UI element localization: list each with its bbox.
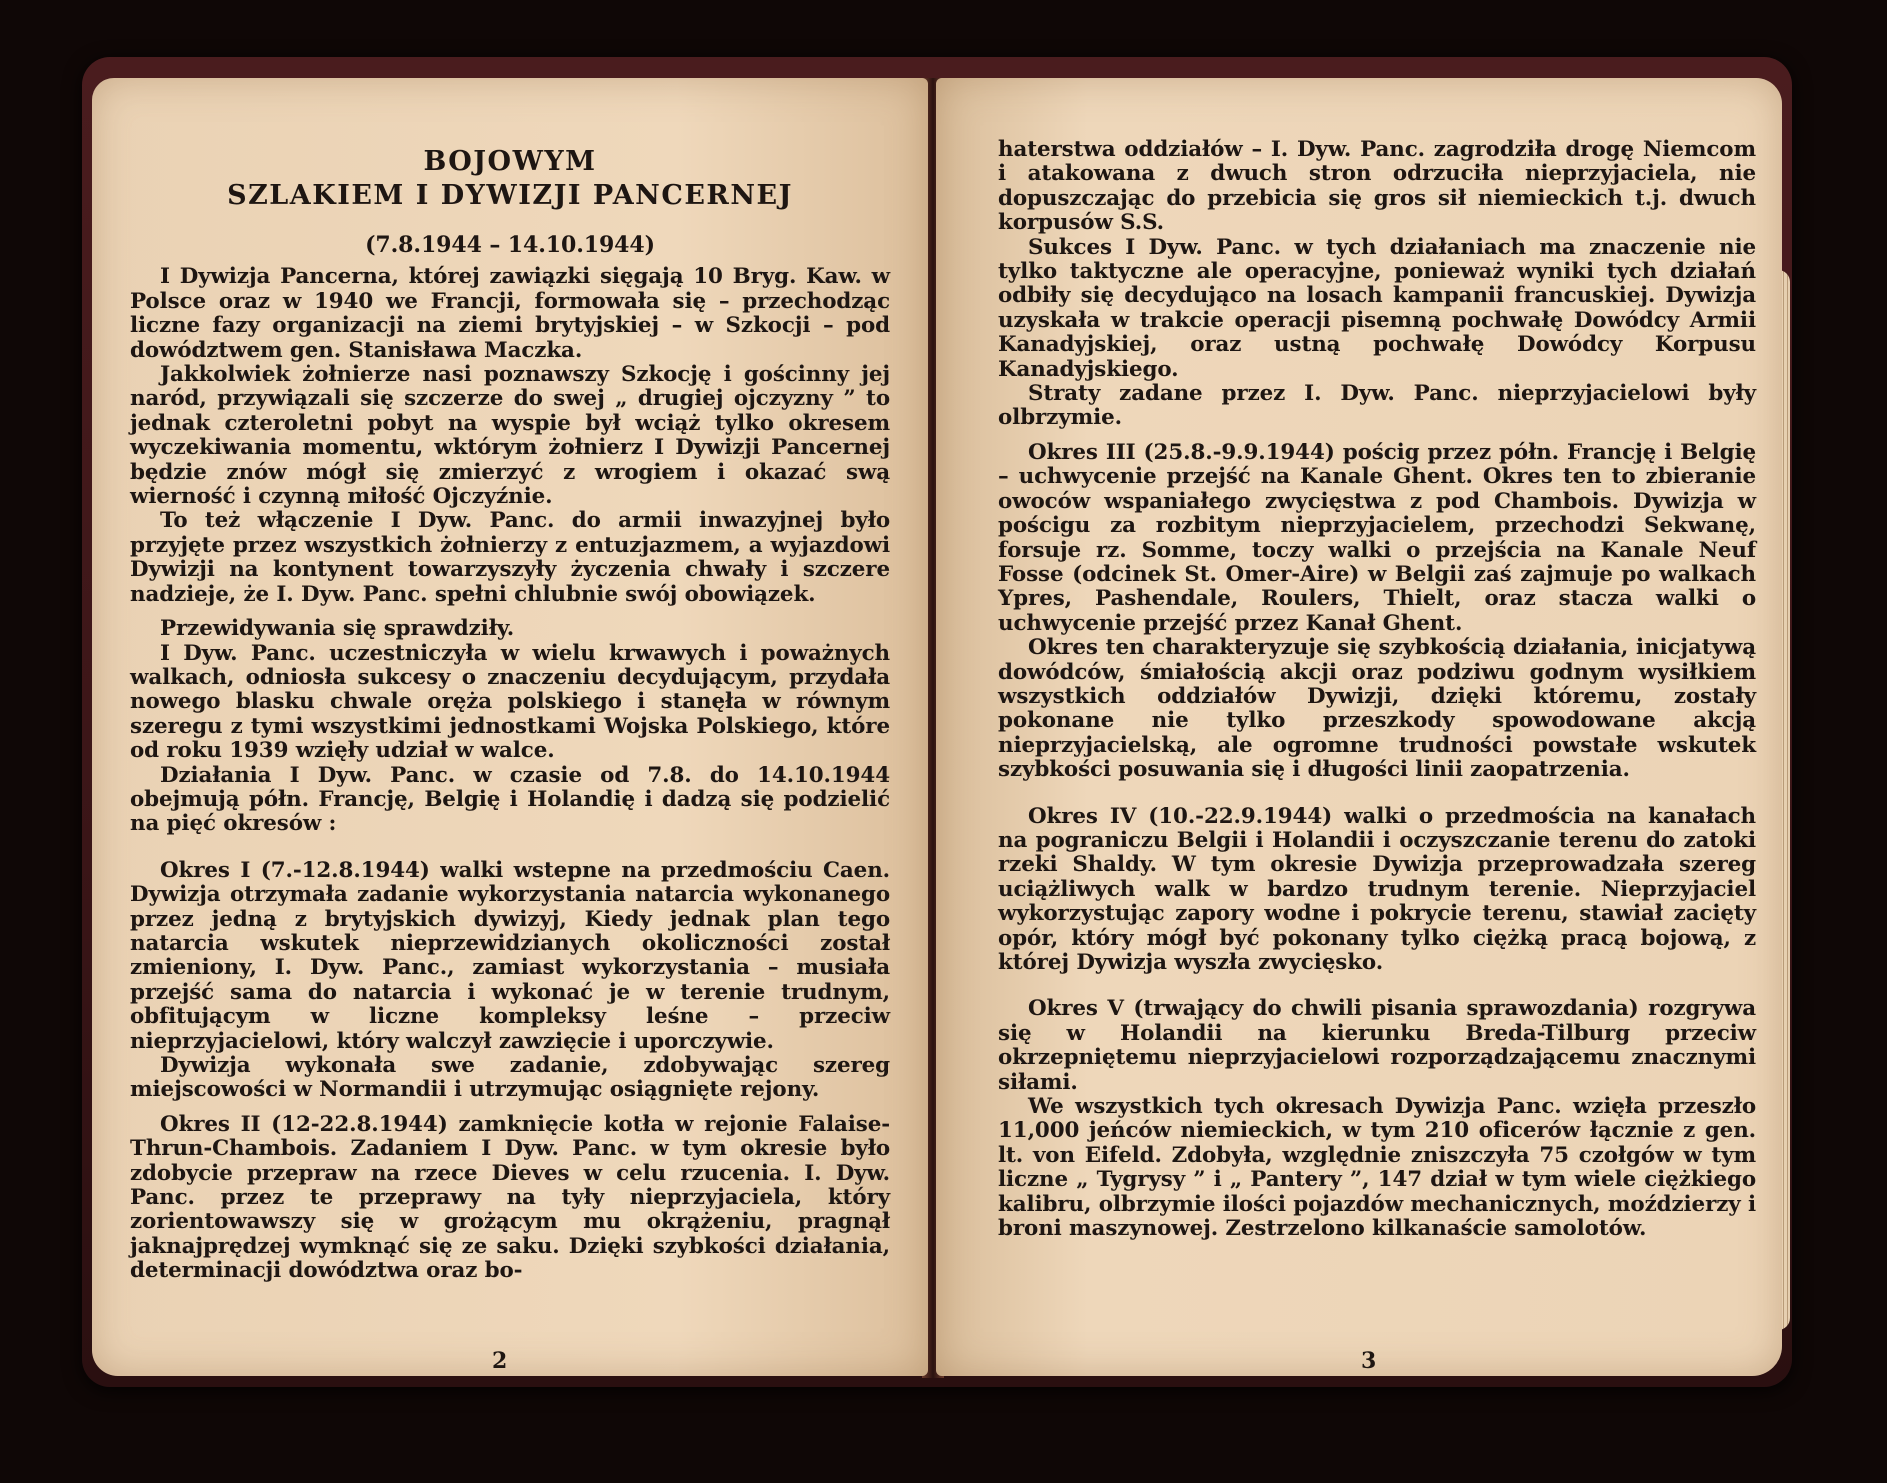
left-page xyxy=(92,78,928,1376)
paragraph: We wszystkich tych okresach Dywizja Panc. wzięła przeszło 11,000 jeńców niemieckich, w tym 210 oficerów łącznie z gen. lt. von Eifeld. Zdobyła, względnie zniszczyła 75 czołgów w tym liczne „ Tygrysy ” i „ Pantery ”, 147 dział w tym wiele ciężkiego kalibru, olbrzymie ilości pojazdów mechanicznych, moździerzy i broni maszynowej. Zestrzelono kilkanaście samolotów. xyxy=(998,1094,1756,1242)
right-page-text xyxy=(998,138,1756,1241)
paragraph: Okres III (25.8.-9.9.1944) pościg przez półn. Francję i Belgię – uchwycenie przejść na Kanale Ghent. Okres ten to zbieranie owoców wspaniałego zwycięstwa z pod Chambois. Dywizja w pościgu za rozbitym nieprzyjacielem, przechodzi Sekwanę, forsuje rz. Somme, toczy walki o przejścia na Kanale Neuf Fosse (odcinek St. Omer-Aire) w Belgii zaś zajmuje po walkach Ypres, Pashendale, Roulers, Thielt, oraz stacza walki o uchwycenie przejść przez Kanał Ghent. xyxy=(998,439,1756,636)
paragraph: Działania I Dyw. Panc. w czasie od 7.8. do 14.10.1944 obejmują półn. Francję, Belgię i Holandię i dadzą się podzielić na pięć okresów : xyxy=(130,762,890,837)
paragraph: I Dyw. Panc. uczestniczyła w wielu krwawych i poważnych walkach, odniosła sukcesy o znaczeniu decydującym, przydała nowego blasku chwale oręża polskiego i stanęła w równym szeregu z tymi wszystkimi jednostkami Wojska Polskiego, które od roku 1939 wzięły udział w walce. xyxy=(130,640,890,764)
paragraph: Okres I (7.-12.8.1944) walki wstepne na przedmościu Caen. Dywizja otrzymała zadanie wykorzystania natarcia wykonanego przez jedną z brytyjskich dywizyj, Kiedy jednak plan tego natarcia wskutek nieprzewidzianych okoliczności został zmieniony, I. Dyw. Panc., zamiast wykorzystania – musiała przejść sama do natarcia i wykonać je w terenie trudnym, obfitującym w liczne kompleksy leśne – przeciw nieprzyjacielowi, który walczył zawzięcie i uporczywie. xyxy=(130,857,890,1054)
page-number: 2 xyxy=(492,1348,508,1374)
paragraph: Okres IV (10.-22.9.1944) walki o przedmościa na kanałach na pograniczu Belgii i Holandii i oczyszczanie terenu do zatoki rzeki Shaldy. W tym okresie Dywizja przeprowadzała szereg uciążliwych walk w bardzo trudnym terenie. Nieprzyjaciel wykorzystując zapory wodne i pokrycie terenu, stawiał zacięty opór, który mógł być pokonany tylko ciężką pracą bojową, z której Dywizja wyszła zwycięsko. xyxy=(998,803,1756,975)
page-number: 3 xyxy=(1361,1348,1377,1374)
title-line-1: BOJOWYM xyxy=(423,146,597,177)
title-dates: (7.8.1944 – 14.10.1944) xyxy=(365,232,655,258)
paragraph: I Dywizja Pancerna, której zawiązki sięgają 10 Bryg. Kaw. w Polsce oraz w 1940 we Francji, formowała się – przechodząc liczne fazy organizacji na ziemi brytyjskiej – w Szkocji – pod dowództwem gen. Stanisława Maczka. xyxy=(130,264,890,363)
paragraph: haterstwa oddziałów – I. Dyw. Panc. zagrodziła drogę Niemcom i atakowana z dwuch stron odrzuciła nieprzyjaciela, nie dopuszczając do przebicia się gros sił niemieckich t.j. dwuch korpusów S.S. xyxy=(998,137,1756,236)
paragraph: Sukces I Dyw. Panc. w tych działaniach ma znaczenie nie tylko taktyczne ale operacyjne, ponieważ wyniki tych działań odbiły się decydująco na losach kampanii francuskiej. Dywizja uzyskała w trakcie operacji pisemną pochwałę Dowódcy Armii Kanadyjskiej, oraz ustną pochwałę Dowódcy Korpusu Kanadyjskiego. xyxy=(998,234,1756,382)
paragraph: Okres II (12-22.8.1944) zamknięcie kotła w rejonie Falaise-Thrun-Chambois. Zadaniem I Dyw. Panc. w tym okresie było zdobycie przepraw na rzece Dieves w celu rzucenia. I. Dyw. Panc. przez te przeprawy na tyły nieprzyjaciela, który zorientowawszy się w grożącym mu okrążeniu, pragnął jaknajprędzej wymknąć się ze saku. Dzięki szybkości działania, determinacji dowództwa oraz bo- xyxy=(130,1111,890,1284)
paragraph: Przewidywania się sprawdziły. xyxy=(160,616,515,642)
paragraph: Okres V (trwający do chwili pisania sprawozdania) rozgrywa się w Holandii na kierunku Breda-Tilburg przeciw okrzepniętemu nieprzyjacielowi rozporządzającemu znacznymi siłami. xyxy=(998,996,1756,1095)
paragraph: Dywizja wykonała swe zadanie, zdobywając szereg miejscowości w Normandii i utrzymując osiągnięte rejony. xyxy=(130,1053,890,1103)
right-page xyxy=(936,78,1782,1376)
paragraph: Straty zadane przez I. Dyw. Panc. nieprzyjacielowi były olbrzymie. xyxy=(998,381,1756,431)
left-page-text xyxy=(130,83,890,1284)
paragraph: Okres ten charakteryzuje się szybkością działania, inicjatywą dowódców, śmiałością akcji oraz podziwu godnym wysiłkiem wszystkich oddziałów Dywizji, dzięki któremu, zostały pokonane nie tylko przeszkody spowodowane akcją nieprzyjacielską, ale ogromne trudności powstałe wskutek szybkości posuwania się i długości linii zaopatrzenia. xyxy=(998,635,1756,783)
paragraph: To też włączenie I Dyw. Panc. do armii inwazyjnej było przyjęte przez wszystkich żołnierzy z entuzjazmem, a wyjazdowi Dywizji na kontynent towarzyszyły życzenia chwały i szczere nadzieje, że I. Dyw. Panc. spełni chlubnie swój obowiązek. xyxy=(130,508,890,607)
title-line-2: SZLAKIEM I DYWIZJI PANCERNEJ xyxy=(227,180,793,211)
paragraph: Jakkolwiek żołnierze nasi poznawszy Szkocję i gościnny jej naród, przywiązali się szczerze do swej „ drugiej ojczyzny ” to jednak czteroletni pobyt na wyspie był wciąż tylko okresem wyczekiwania momentu, wktórym żołnierz I Dywizji Pancernej będzie znów mógł się zmierzyć z wrogiem i okazać swą wierność i czynną miłość Ojczyźnie. xyxy=(130,362,890,510)
